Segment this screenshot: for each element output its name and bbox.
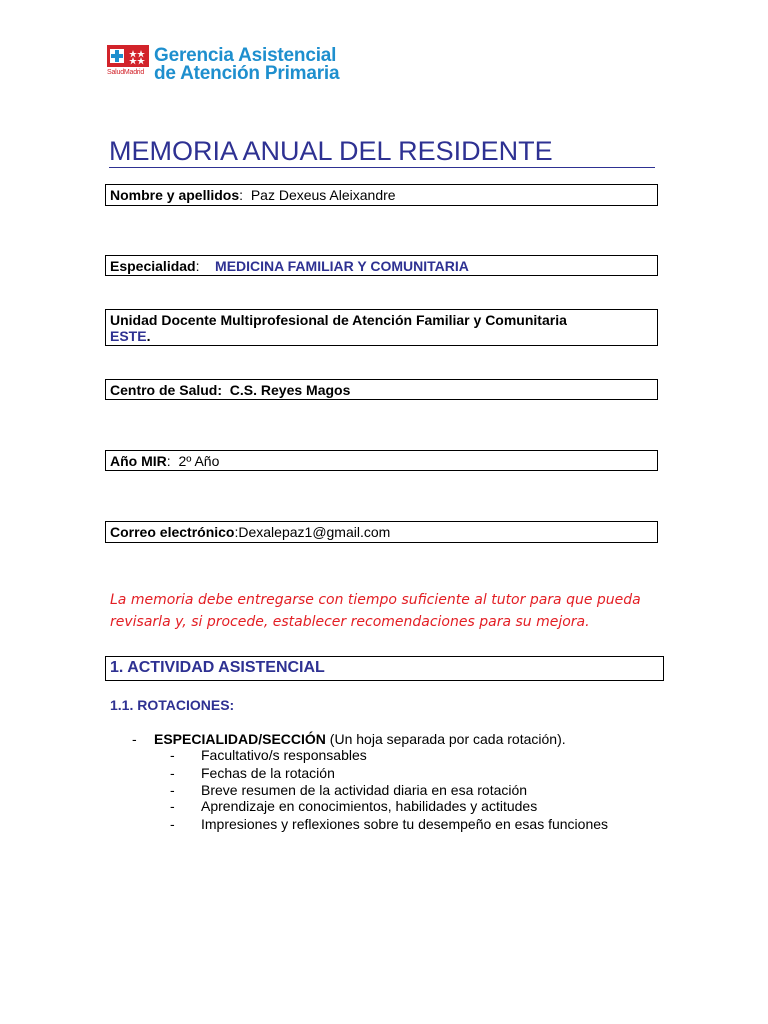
- field-centro-label: Centro de Salud:: [110, 382, 223, 398]
- field-unidad-value: ESTE: [110, 328, 147, 344]
- field-especialidad-value: MEDICINA FAMILIAR Y COMUNITARIA: [215, 258, 469, 274]
- especialidad-seccion-label: ESPECIALIDAD/SECCIÓN: [154, 731, 326, 747]
- list-item: - Facultativo/s responsables: [170, 747, 367, 763]
- list-item-main: - ESPECIALIDAD/SECCIÓN (Un hoja separada por cada rotación).: [132, 731, 566, 747]
- logo-line-1: Gerencia Asistencial: [154, 45, 337, 66]
- field-especialidad: Especialidad: MEDICINA FAMILIAR Y COMUNITARIA: [105, 255, 658, 276]
- field-centro: [105, 379, 658, 400]
- section-title: 1. ACTIVIDAD ASISTENCIAL: [110, 659, 325, 676]
- list-item: - Breve resumen de la actividad diaria en esa rotación: [170, 782, 528, 798]
- logo-line-2: de Atención Primaria: [154, 63, 340, 84]
- field-nombre: Nombre y apellidos: Paz Dexeus Aleixandre: [105, 184, 658, 206]
- field-ano-value: 2º Año: [178, 453, 220, 469]
- field-correo-label: Correo electrónico: [110, 524, 235, 540]
- field-especialidad-label: Especialidad: [110, 258, 196, 274]
- list-item: - Fechas de la rotación: [170, 765, 335, 781]
- field-nombre-label: Nombre y apellidos: [110, 187, 240, 203]
- title-underline: [109, 167, 655, 168]
- field-nombre-value: Paz Dexeus Aleixandre: [250, 187, 396, 203]
- section-actividad-asistencial: [105, 656, 664, 681]
- especialidad-seccion-note: (Un hoja separada por cada rotación).: [325, 731, 566, 747]
- subsection-rotaciones: 1.1. ROTACIONES:: [110, 697, 235, 713]
- list-item: - Aprendizaje en conocimientos, habilidades y actitudes: [170, 798, 538, 814]
- field-unidad: Unidad Docente Multiprofesional de Atención Familiar y Comunitaria ESTE.: [105, 309, 658, 346]
- logo-subtext: SaludMadrid: [107, 69, 145, 76]
- header-logo: [107, 45, 367, 85]
- field-centro-value: C.S. Reyes Magos: [229, 382, 351, 398]
- field-unidad-label: Unidad Docente Multiprofesional de Atención Familiar y Comunitaria: [110, 312, 567, 328]
- field-ano-label: Año MIR: [110, 453, 167, 469]
- list-item: - Impresiones y reflexiones sobre tu desempeño en esas funciones: [170, 816, 609, 832]
- delivery-note: La memoria debe entregarse con tiempo suficiente al tutor para que pueda revisarla y, si procede, establecer recomendaciones para su mejora.: [110, 592, 641, 630]
- page-title: MEMORIA ANUAL DEL RESIDENTE: [109, 136, 553, 166]
- field-correo-value: Dexalepaz1@gmail.com: [238, 524, 391, 540]
- field-ano-mir: Año MIR: 2º Año: [105, 450, 658, 471]
- field-correo: Correo electrónico:Dexalepaz1@gmail.com: [105, 521, 658, 543]
